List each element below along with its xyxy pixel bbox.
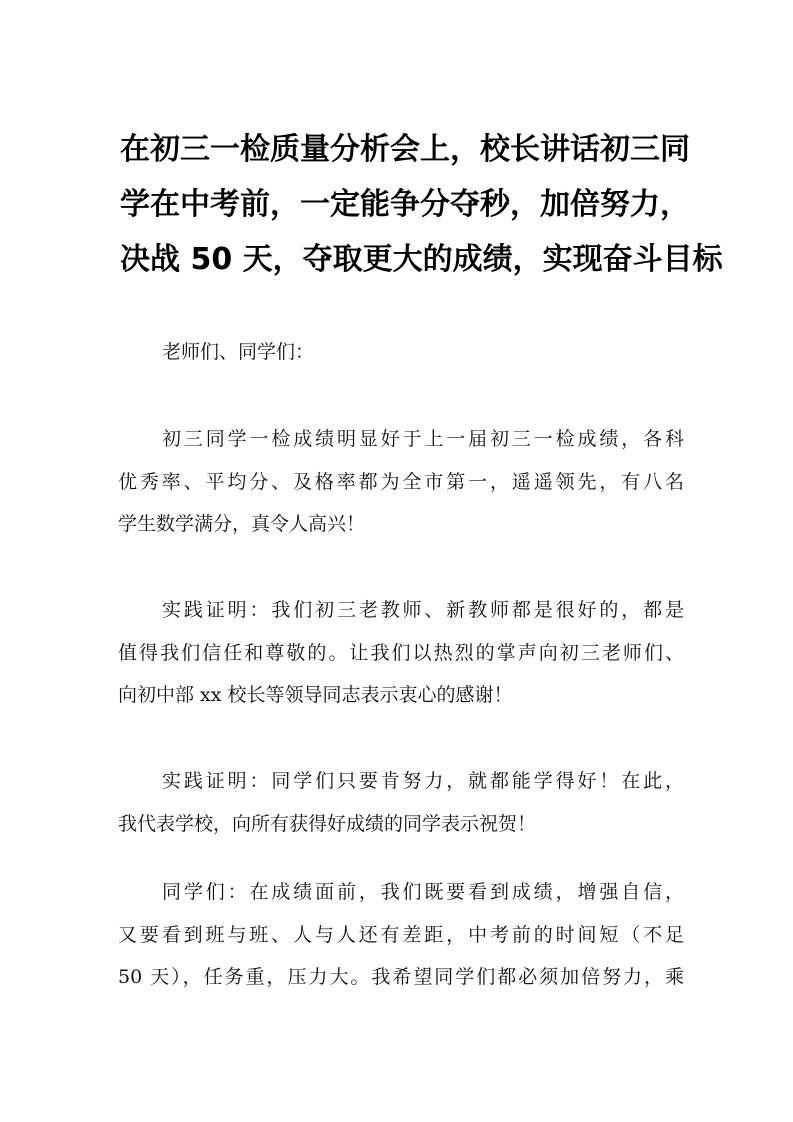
paragraph-line: 向初中部 xx 校长等领导同志表示衷心的感谢！ xyxy=(118,684,513,706)
paragraph-line: 实践证明：我们初三老教师、新教师都是很好的，都是 xyxy=(162,599,684,621)
paragraph-line: 实践证明：同学们只要肯努力，就都能学得好！在此， xyxy=(162,770,684,792)
paragraph-4 xyxy=(118,871,684,999)
paragraph-2 xyxy=(118,589,684,717)
title-line: 决战 50 天，夺取更大的成绩，实现奋斗目标 xyxy=(120,242,723,277)
paragraph-line: 初三同学一检成绩明显好于上一届初三一检成绩，各科 xyxy=(162,428,684,450)
paragraph-line: 值得我们信任和尊敬的。让我们以热烈的掌声向初三老师们、 xyxy=(118,641,684,664)
paragraph-line: 我代表学校，向所有获得好成绩的同学表示祝贺！ xyxy=(118,812,537,835)
paragraph-1 xyxy=(118,418,684,546)
paragraph-line: 同学们：在成绩面前，我们既要看到成绩，增强自信， xyxy=(162,881,684,903)
title-line: 学在中考前，一定能争分夺秒，加倍努力， xyxy=(120,187,690,222)
paragraph-line: 优秀率、平均分、及格率都为全市第一，遥遥领先，有八名 xyxy=(118,470,684,493)
greeting xyxy=(118,331,684,374)
title-line: 在初三一检质量分析会上，校长讲话初三同 xyxy=(120,132,690,167)
paragraph-line: 又要看到班与班、人与人还有差距，中考前的时间短（不足 xyxy=(118,923,684,946)
greeting-line: 老师们、同学们： xyxy=(162,341,315,363)
paragraph-3 xyxy=(118,760,684,845)
paragraph-line: 50 天），任务重，压力大。我希望同学们都必须加倍努力，乘 xyxy=(118,966,684,988)
document-title xyxy=(120,122,723,287)
paragraph-line: 学生数学满分，真令人高兴！ xyxy=(118,513,366,535)
